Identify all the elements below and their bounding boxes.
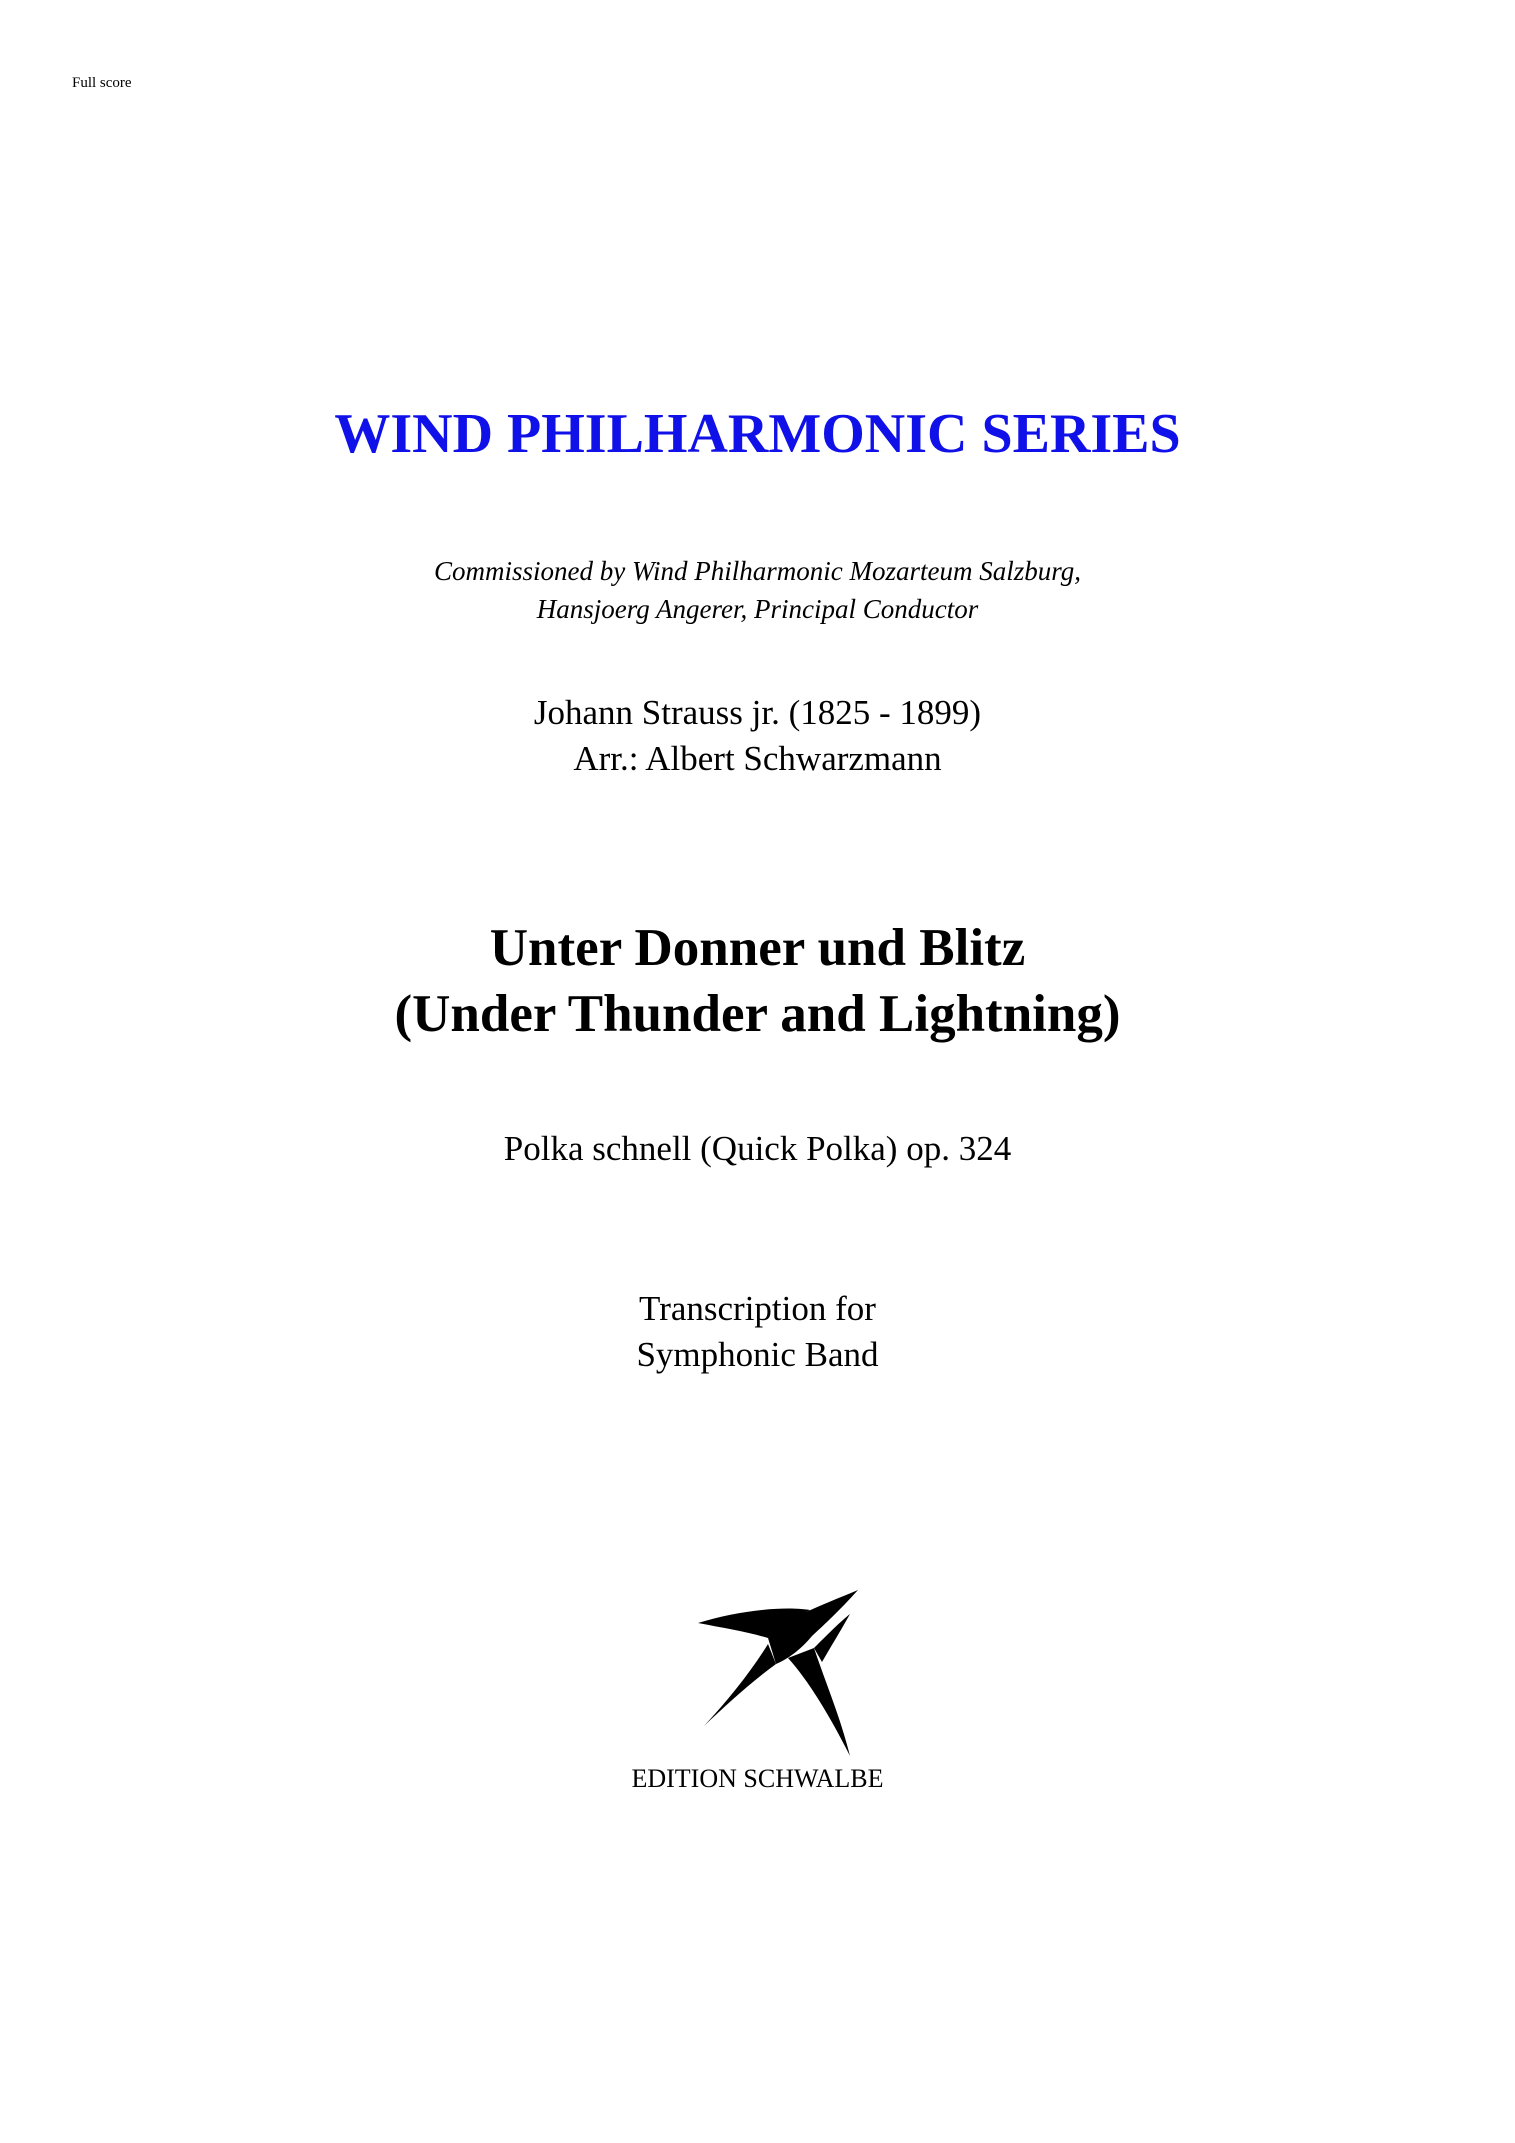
work-title <box>0 915 1515 1047</box>
transcription-line: Symphonic Band <box>636 1335 879 1374</box>
credits <box>0 690 1515 782</box>
transcription-line: Transcription for <box>639 1289 876 1328</box>
arranger: Arr.: Albert Schwarzmann <box>573 739 942 778</box>
swallow-icon <box>690 1588 880 1758</box>
commission-line: Hansjoerg Angerer, Principal Conductor <box>536 594 979 624</box>
score-label: Full score <box>72 75 132 91</box>
composer: Johann Strauss jr. (1825 - 1899) <box>533 693 982 732</box>
transcription-note <box>0 1286 1515 1378</box>
series-title: WIND PHILHARMONIC SERIES <box>334 403 1181 465</box>
work-title-line: (Under Thunder and Lightning) <box>394 985 1121 1043</box>
commission-note <box>0 552 1515 628</box>
publisher-name: EDITION SCHWALBE <box>631 1764 884 1793</box>
work-title-line: Unter Donner und Blitz <box>489 919 1026 977</box>
commission-line: Commissioned by Wind Philharmonic Mozarteum Salzburg, <box>434 556 1081 586</box>
work-subtitle: Polka schnell (Quick Polka) op. 324 <box>503 1129 1012 1168</box>
